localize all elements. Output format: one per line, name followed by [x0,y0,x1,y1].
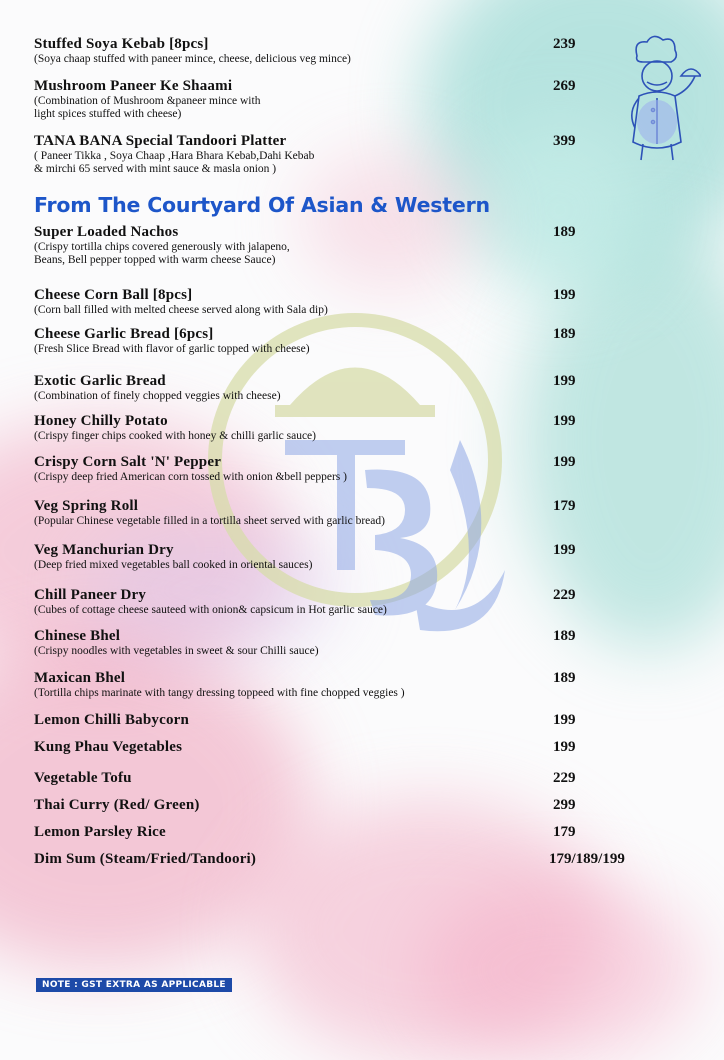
menu-item [34,78,614,121]
menu-item-price: 399 [553,133,576,149]
menu-item-price: 229 [553,587,576,603]
menu-item-name: Maxican Bhel [34,670,126,686]
menu-item-name: Lemon Chilli Babycorn [34,712,190,728]
menu-item-description: (Crispy finger chips cooked with honey & chilli garlic sauce) [34,430,316,442]
menu-item [34,824,614,841]
menu-item [34,739,614,756]
menu-item-description: (Combination of finely chopped veggies with cheese) [34,390,281,402]
menu-item-price: 179 [553,824,576,840]
menu-item [34,712,614,729]
menu-item-description: (Soya chaap stuffed with paneer mince, cheese, delicious veg mince) [34,53,351,65]
menu-item-name: Cheese Corn Ball [8pcs] [34,287,193,303]
menu-item-description: (Cubes of cottage cheese sauteed with onion& capsicum in Hot garlic sauce) [34,604,387,616]
menu-item-name: Veg Manchurian Dry [34,542,174,558]
menu-item-price: 199 [553,413,576,429]
menu-item-price: 179/189/199 [549,851,625,867]
menu-item [34,851,614,868]
menu-item [34,542,614,572]
menu-item [34,373,614,403]
menu-item-price: 199 [553,287,576,303]
menu-item-price: 189 [553,326,576,342]
menu-item [34,454,614,484]
menu-item-name: Chinese Bhel [34,628,121,644]
menu-item [34,628,614,658]
menu-item-description: (Deep fried mixed vegetables ball cooked in oriental sauces) [34,559,313,571]
menu-item [34,670,614,700]
menu-item-price: 299 [553,797,576,813]
menu-item-name: Exotic Garlic Bread [34,373,166,389]
menu-item [34,587,614,617]
menu-item [34,326,614,356]
menu-item-description: (Corn ball filled with melted cheese served along with Sala dip) [34,304,328,316]
menu-item [34,36,614,66]
menu-item-name: Stuffed Soya Kebab [8pcs] [34,36,209,52]
menu-item-price: 239 [553,36,576,52]
menu-item-description: (Crispy deep fried American corn tossed with onion &bell peppers ) [34,471,347,483]
menu-item-name: Chill Paneer Dry [34,587,147,603]
menu-item [34,287,614,317]
menu-item-description: (Popular Chinese vegetable filled in a tortilla sheet served with garlic bread) [34,515,385,527]
menu-item-price: 199 [553,454,576,470]
menu-item-name: Veg Spring Roll [34,498,139,514]
menu-item-name: Mushroom Paneer Ke Shaami [34,78,233,94]
menu-item-price: 189 [553,670,576,686]
menu-item-description: ( Paneer Tikka , Soya Chaap ,Hara Bhara Kebab,Dahi Kebab & mirchi 65 served with mint sauce & masla onion ) [34,150,315,175]
menu-item-description: (Fresh Slice Bread with flavor of garlic topped with cheese) [34,343,310,355]
menu-item-name: Vegetable Tofu [34,770,132,786]
menu-item-name: Honey Chilly Potato [34,413,168,429]
menu-item-price: 179 [553,498,576,514]
menu-item-name: Lemon Parsley Rice [34,824,166,840]
menu-item-name: Kung Phau Vegetables [34,739,183,755]
menu-item-description: (Crispy tortilla chips covered generously with jalapeno, Beans, Bell pepper topped with warm cheese Sauce) [34,241,290,266]
menu-item-name: Crispy Corn Salt 'N' Pepper [34,454,222,470]
gst-note: NOTE : GST EXTRA AS APPLICABLE [36,978,232,992]
menu-item-description: (Combination of Mushroom &paneer mince with light spices stuffed with cheese) [34,95,261,120]
menu-item-price: 269 [553,78,576,94]
menu-item-price: 189 [553,224,576,240]
menu-item [34,224,614,267]
menu-item-name: TANA BANA Special Tandoori Platter [34,133,287,149]
menu-item-price: 229 [553,770,576,786]
menu-item [34,498,614,528]
menu-page [34,0,694,1024]
menu-item-price: 199 [553,712,576,728]
menu-item-name: Super Loaded Nachos [34,224,179,240]
menu-item-price: 199 [553,542,576,558]
menu-item-name: Thai Curry (Red/ Green) [34,797,200,813]
menu-item-price: 199 [553,373,576,389]
menu-item-price: 189 [553,628,576,644]
menu-item [34,797,614,814]
menu-item-price: 199 [553,739,576,755]
menu-item [34,770,614,787]
section-heading: From The Courtyard Of Asian & Western [34,193,490,217]
menu-item [34,133,614,176]
menu-item [34,413,614,443]
menu-item-description: (Tortilla chips marinate with tangy dressing toppeed with fine chopped veggies ) [34,687,405,699]
menu-item-name: Dim Sum (Steam/Fried/Tandoori) [34,851,257,867]
menu-item-name: Cheese Garlic Bread [6pcs] [34,326,214,342]
menu-item-description: (Crispy noodles with vegetables in sweet & sour Chilli sauce) [34,645,319,657]
